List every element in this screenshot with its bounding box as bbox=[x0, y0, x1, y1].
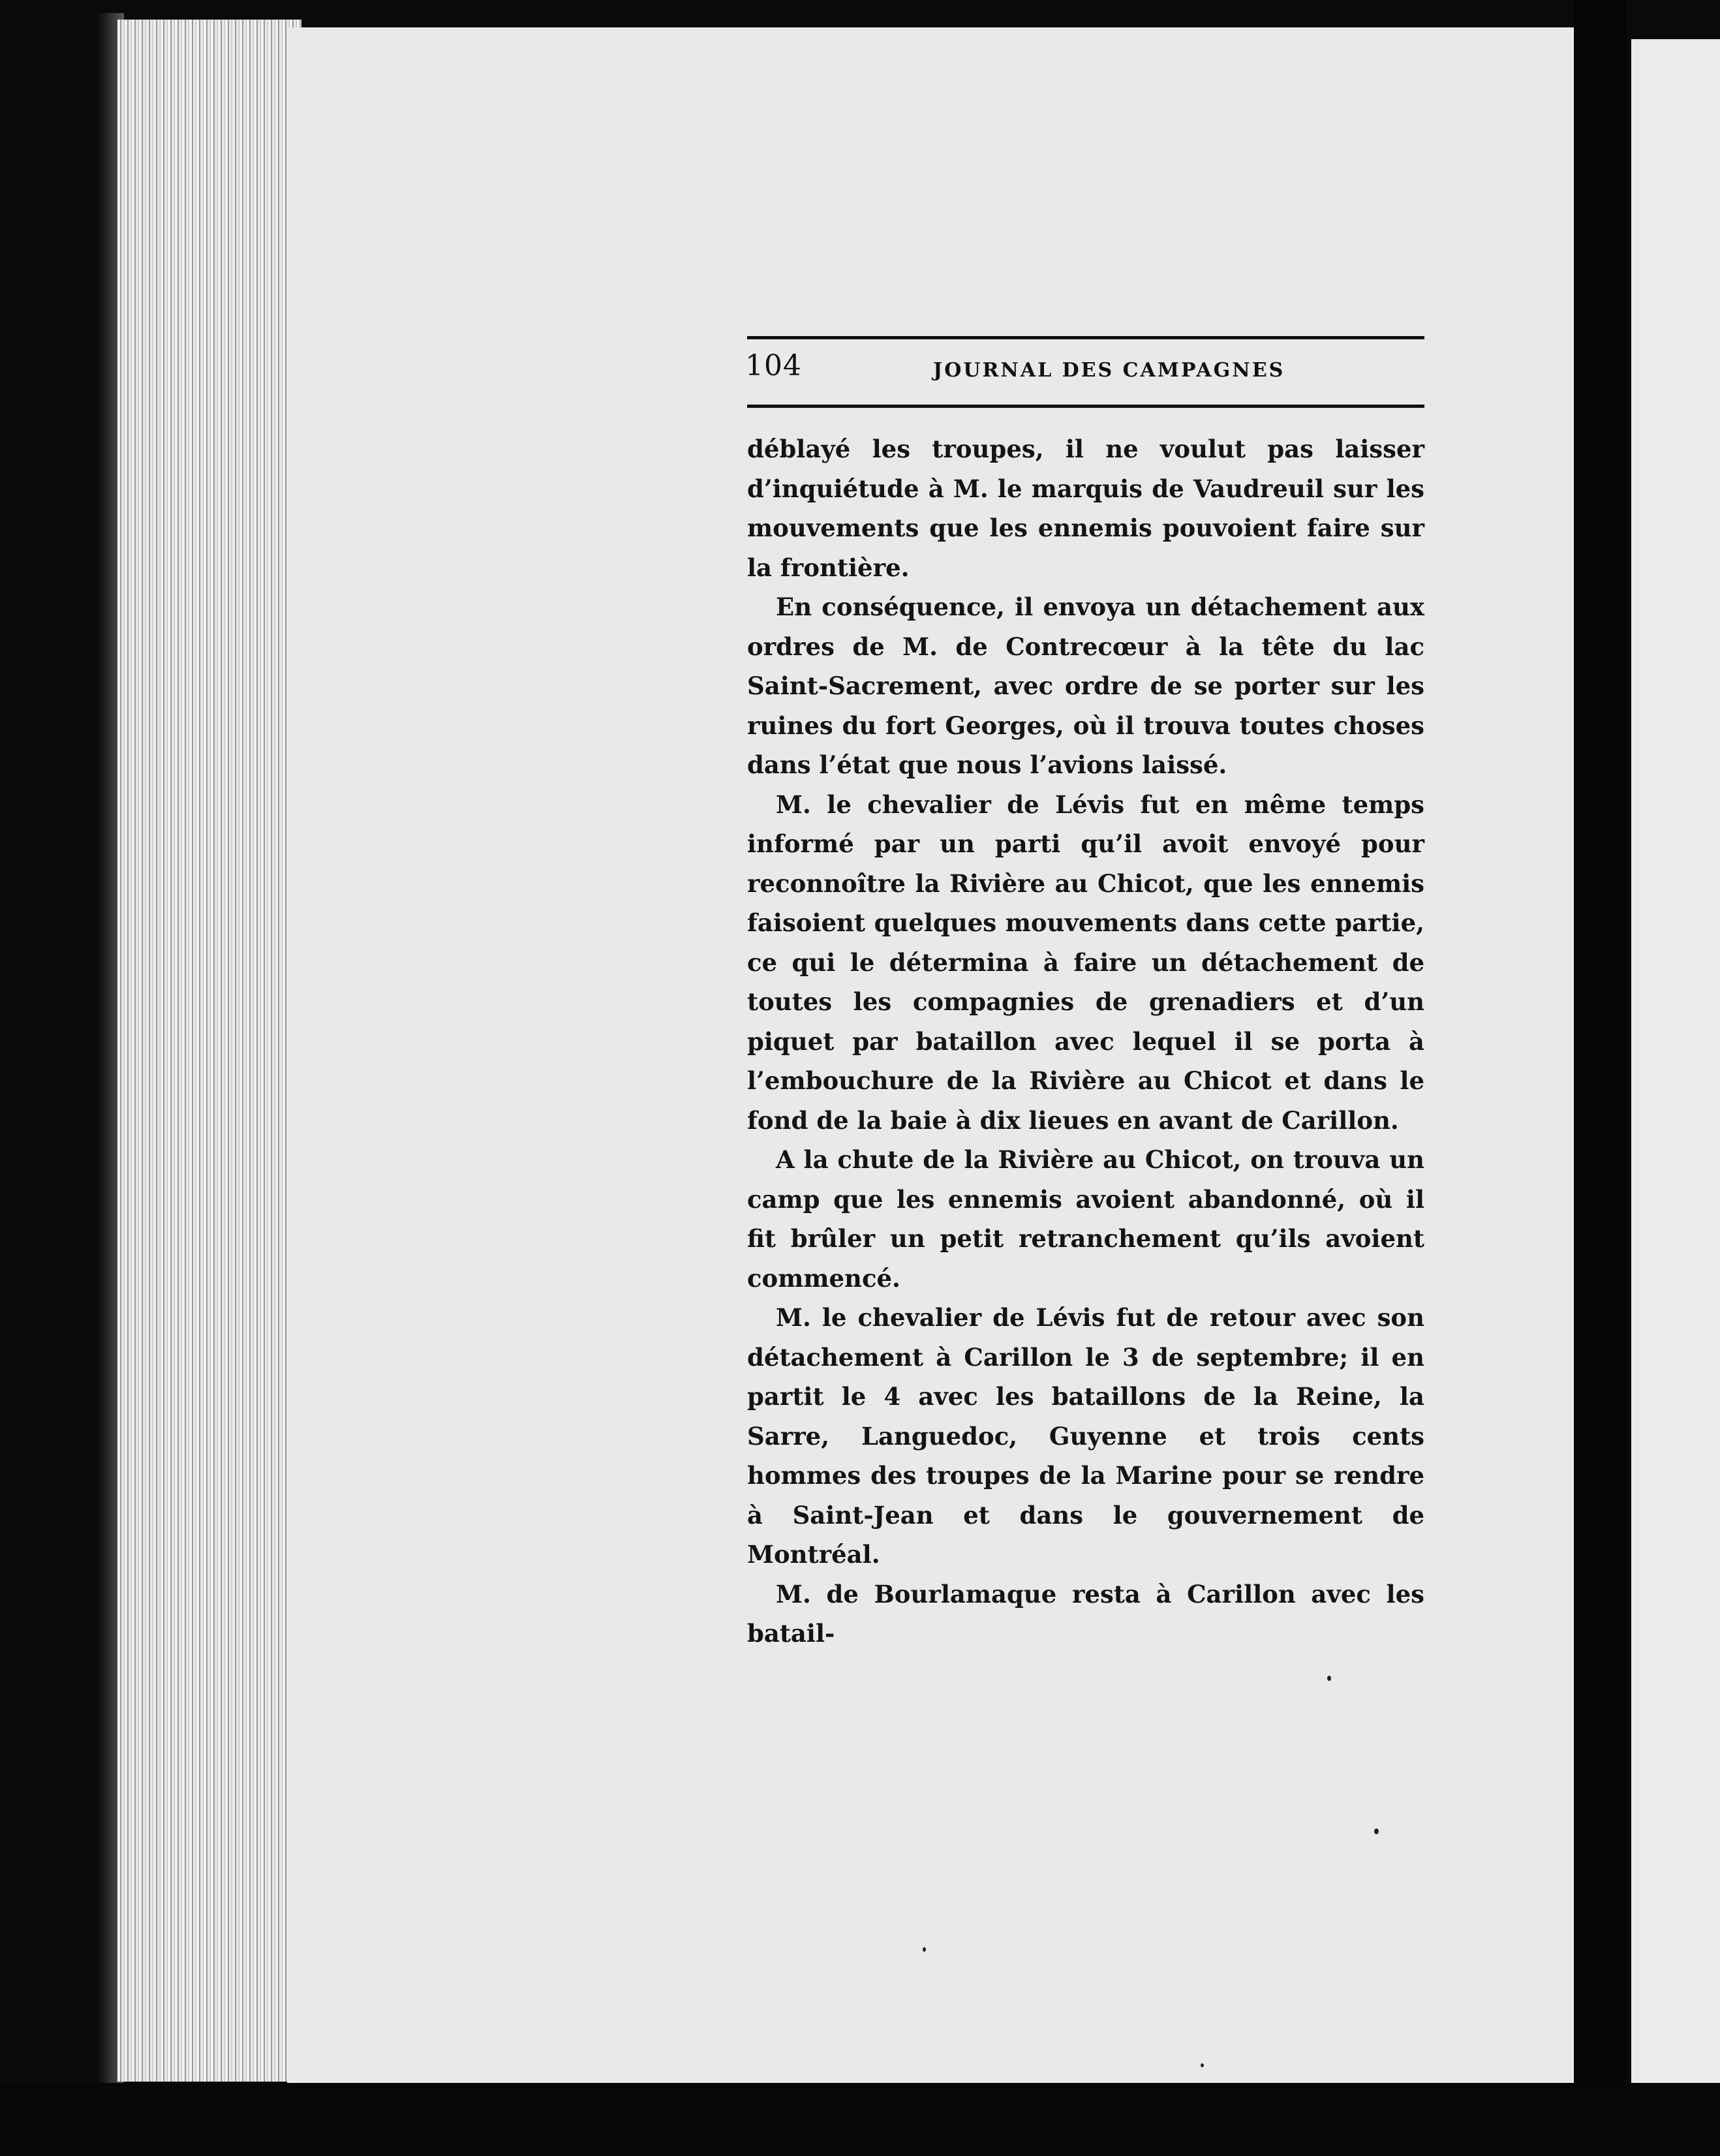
scan-bottom-border bbox=[0, 2083, 1720, 2156]
header-rule-top bbox=[747, 336, 1424, 339]
paragraph: M. le chevalier de Lévis fut en même temps informé par un parti qu’il avoit envoyé pour reconnoître la Rivière au Chicot, que les ennemis faisoient quelques mouvements dans cette partie, ce qui le détermina à faire un détachement de toutes les compagnies de grenadiers et d’un piquet par bataillon avec lequel il se porta à l’embouchure de la Rivière au Chicot et dans le fond de la baie à dix lieues en avant de Carillon. bbox=[747, 790, 1424, 1135]
paragraph: M. le chevalier de Lévis fut de retour avec son détachement à Carillon le 3 de septembre; il en partit le 4 avec les bataillons de la Reine, la Sarre, Languedoc, Guyenne et trois cents hommes des troupes de la Marine pour se rendre à Saint-Jean et dans le gouvernement de Montréal. bbox=[747, 1303, 1424, 1569]
paragraph: En conséquence, il envoya un détachement aux ordres de M. de Contrecœur à la tête du lac Saint-Sacrement, avec ordre de se porter sur les ruines du fort Georges, où il trouva toutes choses dans l’état que nous l’avions laissé. bbox=[747, 593, 1424, 779]
paragraph: déblayé les troupes, il ne voulut pas laisser d’inquiétude à M. le marquis de Vaudreuil sur les mouvements que les ennemis pouvoient faire sur la frontière. bbox=[747, 435, 1424, 582]
page-body bbox=[747, 429, 1424, 1654]
scan-speck bbox=[1327, 1676, 1331, 1681]
page-number: 104 bbox=[745, 349, 802, 382]
facing-page-edge bbox=[1631, 39, 1720, 2114]
paragraph: M. de Bourlamaque resta à Carillon avec les batail- bbox=[747, 1579, 1424, 1648]
scan-speck bbox=[1201, 2063, 1204, 2067]
scan-speck bbox=[1374, 1828, 1379, 1834]
scan-speck bbox=[923, 1947, 926, 1952]
header-rule-bottom bbox=[747, 405, 1424, 408]
paragraph: A la chute de la Rivière au Chicot, on trouva un camp que les ennemis avoient abandonné, où il fit brûler un petit retranchement qu’ils avoient commencé. bbox=[747, 1145, 1424, 1293]
book-page-edges bbox=[117, 20, 301, 2082]
running-title: JOURNAL DES CAMPAGNES bbox=[933, 359, 1285, 382]
gutter-shadow bbox=[1574, 0, 1626, 2156]
